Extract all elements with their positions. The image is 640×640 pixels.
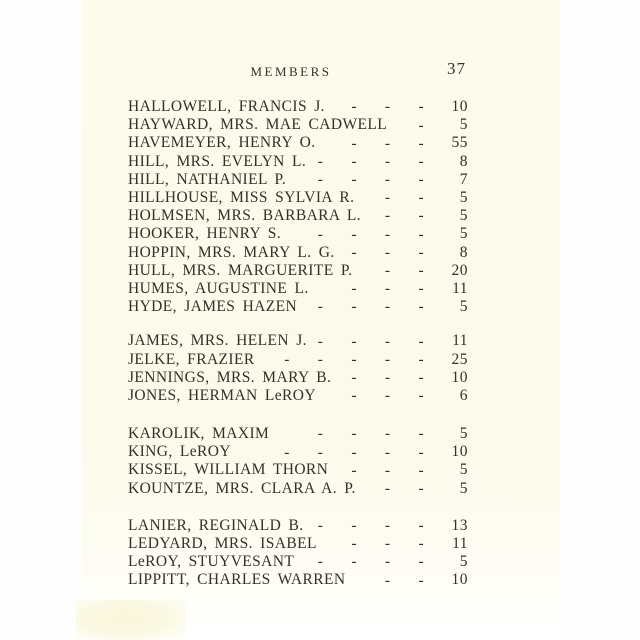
- member-count: 5: [459, 189, 468, 207]
- member-count: 11: [452, 332, 468, 350]
- leader-dash: -: [418, 263, 424, 279]
- leader-dash: -: [418, 172, 424, 188]
- member-name: LIPPITT, CHARLES WARREN: [128, 571, 346, 589]
- member-row: [128, 134, 468, 152]
- dash-leader: [307, 334, 424, 350]
- member-row: [128, 207, 468, 225]
- member-row: [128, 535, 468, 553]
- member-row: [128, 171, 468, 189]
- leader-dash: -: [351, 462, 357, 479]
- leader-dash: -: [317, 554, 324, 570]
- leader-dash: -: [317, 333, 324, 350]
- dash-leader: [352, 263, 424, 279]
- dash-leader: [328, 463, 424, 479]
- member-count: 11: [452, 279, 468, 297]
- leader-dash: -: [384, 226, 391, 243]
- leader-dash: -: [418, 281, 424, 297]
- member-group: [128, 332, 468, 405]
- member-name: KISSEL, WILLIAM THORN: [128, 461, 329, 479]
- member-name: LEDYARD, MRS. ISABEL: [128, 535, 317, 553]
- member-name: JAMES, MRS. HELEN J.: [128, 332, 307, 350]
- dash-leader: [306, 154, 424, 170]
- member-row: [128, 461, 468, 479]
- leader-dash: -: [418, 369, 424, 386]
- leader-dash: -: [384, 572, 391, 589]
- member-name: HYDE, JAMES HAZEN: [128, 298, 298, 316]
- member-row: [128, 332, 468, 350]
- leader-dash: -: [418, 536, 424, 552]
- member-count: 10: [451, 368, 468, 386]
- dash-leader: [316, 388, 424, 404]
- member-count: 8: [459, 152, 468, 170]
- member-row: [128, 189, 468, 207]
- leader-dash: -: [384, 351, 391, 368]
- member-name: JENNINGS, MRS. MARY B.: [128, 368, 332, 386]
- leader-dash: -: [418, 190, 424, 206]
- member-count: 25: [451, 350, 468, 368]
- leader-dash: -: [418, 444, 424, 461]
- dash-leader: [354, 190, 424, 206]
- member-row: [128, 553, 468, 571]
- leader-dash: -: [418, 117, 424, 134]
- page-number: 37: [447, 59, 466, 78]
- dash-leader: [361, 208, 424, 224]
- member-name: LANIER, REGINALD B.: [128, 516, 304, 534]
- member-row: [128, 262, 468, 280]
- leader-dash: -: [351, 351, 357, 368]
- dash-leader: [356, 481, 424, 497]
- dash-leader: [316, 136, 424, 152]
- leader-dash: -: [351, 172, 357, 188]
- leader-dash: -: [418, 351, 424, 368]
- member-count: 8: [459, 243, 468, 261]
- member-row: [128, 571, 468, 589]
- member-name: HALLOWELL, FRANCIS J.: [128, 98, 325, 116]
- leader-dash: -: [418, 554, 424, 570]
- member-group: [128, 517, 468, 590]
- member-row: [128, 225, 468, 243]
- member-name: JONES, HERMAN LeROY: [128, 386, 316, 404]
- leader-dash: -: [351, 135, 357, 152]
- member-group: [128, 98, 468, 316]
- member-count: 5: [459, 425, 468, 443]
- leader-dash: -: [384, 99, 391, 115]
- member-name: HAYWARD, MRS. MAE CADWELL: [128, 116, 388, 134]
- member-row: [128, 98, 468, 116]
- leader-dash: -: [317, 426, 324, 442]
- member-count: 5: [459, 298, 468, 316]
- leader-dash: -: [351, 244, 357, 261]
- member-name: KING, LeROY: [128, 443, 231, 461]
- member-count: 10: [451, 98, 468, 116]
- dash-leader: [345, 573, 424, 589]
- leader-dash: -: [317, 153, 324, 170]
- dash-leader: [331, 370, 424, 386]
- dash-leader: [387, 118, 424, 134]
- leader-dash: -: [418, 426, 424, 442]
- page-header: [128, 59, 468, 82]
- leader-dash: -: [351, 518, 357, 534]
- leader-dash: -: [384, 369, 391, 386]
- member-count: 5: [459, 461, 468, 479]
- member-name: HILLHOUSE, MISS SYLVIA R.: [128, 189, 355, 207]
- member-count: 5: [459, 207, 468, 225]
- dash-leader: [335, 245, 424, 261]
- leader-dash: -: [418, 518, 424, 534]
- leader-dash: -: [418, 226, 424, 243]
- leader-dash: -: [351, 369, 357, 386]
- leader-dash: -: [351, 388, 357, 404]
- member-name: HOPPIN, MRS. MARY L. G.: [128, 243, 335, 261]
- member-row: [128, 280, 468, 298]
- leader-dash: -: [418, 388, 424, 404]
- dash-leader: [294, 554, 424, 570]
- leader-dash: -: [317, 351, 324, 368]
- member-row: [128, 387, 468, 405]
- dash-leader: [231, 445, 424, 461]
- member-count: 5: [459, 479, 468, 497]
- member-count: 10: [451, 443, 468, 461]
- member-count: 55: [451, 134, 468, 152]
- leader-dash: -: [418, 572, 424, 589]
- dash-leader: [255, 352, 424, 368]
- member-count: 10: [451, 571, 468, 589]
- leader-dash: -: [418, 299, 424, 315]
- leader-dash: -: [351, 554, 357, 570]
- leader-dash: -: [418, 99, 424, 115]
- member-row: [128, 443, 468, 461]
- leader-dash: -: [384, 244, 391, 261]
- page-title: MEMBERS: [250, 64, 332, 79]
- leader-dash: -: [418, 208, 424, 224]
- leader-dash: -: [351, 226, 357, 243]
- member-row: [128, 244, 468, 262]
- leader-dash: -: [317, 226, 324, 243]
- member-row: [128, 517, 468, 535]
- member-row: [128, 153, 468, 171]
- member-row: [128, 298, 468, 316]
- member-group: [128, 425, 468, 498]
- leader-dash: -: [384, 190, 391, 206]
- member-name: LeROY, STUYVESANT: [128, 553, 295, 571]
- leader-dash: -: [384, 554, 391, 570]
- member-name: HUMES, AUGUSTINE L.: [128, 279, 309, 297]
- dash-leader: [317, 536, 424, 552]
- member-row: [128, 350, 468, 368]
- member-name: HAVEMEYER, HENRY O.: [128, 134, 316, 152]
- leader-dash: -: [284, 351, 290, 368]
- member-row: [128, 425, 468, 443]
- leader-dash: -: [351, 536, 357, 552]
- dash-leader: [297, 299, 424, 315]
- member-count: 13: [451, 516, 468, 534]
- member-name: KAROLIK, MAXIM: [128, 425, 270, 443]
- leader-dash: -: [384, 536, 391, 552]
- leader-dash: -: [317, 518, 324, 534]
- member-row: [128, 116, 468, 134]
- leader-dash: -: [384, 299, 391, 315]
- leader-dash: -: [384, 333, 391, 350]
- leader-dash: -: [317, 172, 324, 188]
- leader-dash: -: [351, 333, 357, 350]
- leader-dash: -: [317, 444, 324, 461]
- member-row: [128, 369, 468, 387]
- member-row: [128, 480, 468, 498]
- leader-dash: -: [384, 426, 391, 442]
- leader-dash: -: [384, 153, 391, 170]
- dash-leader: [309, 281, 424, 297]
- leader-dash: -: [384, 518, 391, 534]
- member-name: HULL, MRS. MARGUERITE P.: [128, 261, 353, 279]
- member-count: 11: [452, 535, 468, 553]
- dash-leader: [286, 172, 424, 188]
- leader-dash: -: [284, 444, 290, 461]
- leader-dash: -: [418, 480, 424, 497]
- leader-dash: -: [384, 480, 391, 497]
- leader-dash: -: [384, 388, 391, 404]
- member-count: 5: [459, 225, 468, 243]
- leader-dash: -: [384, 135, 391, 152]
- member-count: 5: [459, 553, 468, 571]
- leader-dash: -: [418, 153, 424, 170]
- dash-leader: [325, 99, 424, 115]
- leader-dash: -: [418, 333, 424, 350]
- leader-dash: -: [418, 244, 424, 261]
- member-name: HOLMSEN, MRS. BARBARA L.: [128, 207, 362, 225]
- leader-dash: -: [384, 462, 391, 479]
- member-list: [128, 98, 468, 590]
- leader-dash: -: [351, 99, 357, 115]
- leader-dash: -: [384, 281, 391, 297]
- leader-dash: -: [351, 426, 357, 442]
- member-name: HOOKER, HENRY S.: [128, 225, 282, 243]
- member-name: KOUNTZE, MRS. CLARA A. P.: [128, 479, 356, 497]
- member-count: 6: [459, 386, 468, 404]
- leader-dash: -: [351, 281, 357, 297]
- leader-dash: -: [384, 444, 391, 461]
- leader-dash: -: [317, 299, 324, 315]
- member-count: 5: [459, 116, 468, 134]
- leader-dash: -: [351, 299, 357, 315]
- member-name: HILL, MRS. EVELYN L.: [128, 152, 307, 170]
- dash-leader: [303, 518, 424, 534]
- dash-leader: [281, 227, 424, 243]
- member-count: 7: [459, 170, 468, 188]
- leader-dash: -: [384, 172, 391, 188]
- leader-dash: -: [384, 263, 391, 279]
- leader-dash: -: [351, 444, 357, 461]
- leader-dash: -: [351, 153, 357, 170]
- dash-leader: [269, 426, 424, 442]
- member-count: 20: [451, 261, 468, 279]
- leader-dash: -: [418, 135, 424, 152]
- leader-dash: -: [384, 208, 391, 224]
- leader-dash: -: [418, 462, 424, 479]
- member-name: JELKE, FRAZIER: [128, 350, 255, 368]
- paper-corner-patch: [76, 600, 186, 640]
- member-name: HILL, NATHANIEL P.: [128, 170, 287, 188]
